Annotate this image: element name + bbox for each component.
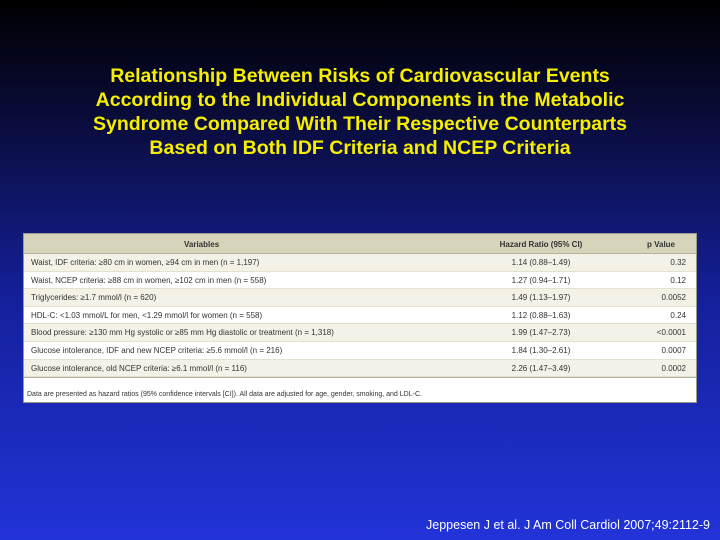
table-row: [24, 272, 696, 290]
row-variable: HDL-C: <1.03 mmol/L for men, <1.29 mmol/l for women (n = 558): [31, 310, 263, 320]
row-hazard-ratio: 1.84 (1.30–2.61): [511, 346, 571, 355]
row-p-value: 0.12: [670, 275, 686, 285]
hazard-ratio-table: [23, 233, 697, 403]
footnote-text: Data are presented as hazard ratios (95% confidence intervals [CI]). All data are adjusted for age, gender, smoking, and LDL-C.: [27, 391, 422, 398]
header-hazard-ratio: Hazard Ratio (95% CI): [499, 240, 583, 249]
row-variable: Glucose intolerance, IDF and new NCEP criteria: ≥5.6 mmol/l (n = 216): [31, 346, 283, 355]
row-hazard-ratio: 1.12 (0.88–1.63): [511, 310, 571, 320]
title-line-1: Relationship Between Risks of Cardiovascular Events: [110, 65, 610, 87]
title-line-2: According to the Individual Components in the Metabolic: [95, 89, 625, 111]
table-footnote: [24, 377, 696, 402]
table-header: [24, 234, 696, 254]
row-p-value: 0.0052: [661, 293, 686, 303]
row-hazard-ratio: 1.14 (0.88–1.49): [511, 258, 571, 267]
row-p-value: 0.32: [670, 258, 686, 267]
row-variable: Waist, IDF criteria: ≥80 cm in women, ≥94 cm in men (n = 1,197): [31, 258, 260, 267]
row-p-value: 0.24: [670, 310, 686, 320]
row-variable: Triglycerides: ≥1.7 mmol/l (n = 620): [31, 293, 157, 303]
title-line-3: Syndrome Compared With Their Respective Counterparts: [92, 113, 627, 135]
row-hazard-ratio: 1.27 (0.94–1.71): [511, 275, 571, 285]
table-row: [24, 254, 696, 272]
header-variables: Variables: [184, 240, 220, 249]
table-row: [24, 324, 696, 342]
row-variable: Waist, NCEP criteria: ≥88 cm in women, ≥102 cm in men (n = 558): [31, 275, 267, 285]
table-row: [24, 342, 696, 360]
row-p-value: 0.0002: [661, 363, 686, 373]
row-hazard-ratio: 1.49 (1.13–1.97): [511, 293, 571, 303]
citation: Jeppesen J et al. J Am Coll Cardiol 2007;49:2112-9: [426, 518, 710, 532]
table-row: [24, 360, 696, 378]
table-row: [24, 307, 696, 325]
header-p-value: p Value: [646, 240, 675, 249]
row-hazard-ratio: 2.26 (1.47–3.49): [511, 363, 571, 373]
row-p-value: 0.0007: [661, 346, 686, 355]
slide-title: [10, 64, 710, 160]
row-variable: Glucose intolerance, old NCEP criteria: ≥6.1 mmol/l (n = 116): [31, 363, 247, 373]
title-line-4: Based on Both IDF Criteria and NCEP Criteria: [149, 137, 571, 159]
row-p-value: <0.0001: [656, 328, 686, 338]
table-row: [24, 289, 696, 307]
row-hazard-ratio: 1.99 (1.47–2.73): [511, 328, 571, 338]
row-variable: Blood pressure: ≥130 mm Hg systolic or ≥85 mm Hg diastolic or treatment (n = 1,318): [31, 328, 334, 338]
